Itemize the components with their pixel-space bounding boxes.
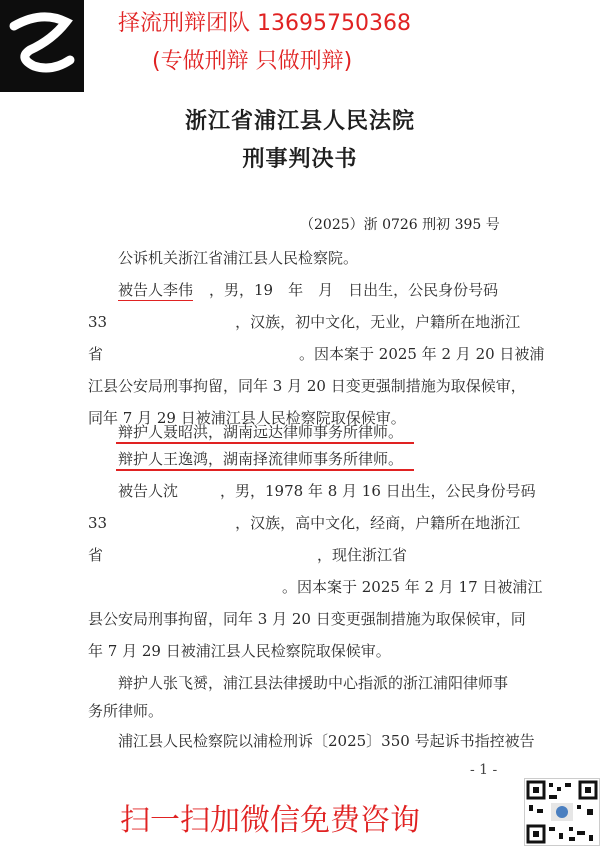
qr-code-icon [525, 779, 599, 845]
defendant1-text-2: ，汉族，初中文化，无业，户籍所在地浙江 [235, 313, 521, 331]
case-number: （2025）浙 0726 刑初 395 号 [300, 217, 500, 233]
prosecutor-line [118, 247, 358, 268]
defendant1-name: 被告人李伟 [118, 281, 194, 299]
defendant1-text-3: 。因本案于 2025 年 2 月 20 日被浦 [299, 345, 545, 363]
logo [0, 0, 84, 92]
defendant2-line-5: 县公安局刑事拘留，同年 3 月 20 日变更强制措施为取保候审，同 [88, 610, 526, 628]
defendant2-line-1 [118, 480, 536, 501]
defendant2-text-1: ，男，1978 年 8 月 16 日出生，公民身份号码 [220, 482, 536, 500]
defendant2-addr-start: 省 [88, 546, 104, 564]
defendant1-line-5: 同年 7 月 29 日被浦江县人民检察院取保候审。 [88, 409, 406, 427]
defendant2-line-2 [88, 512, 520, 533]
defendant2-name: 被告人沈 [118, 482, 179, 500]
defendant2-text-2: ，汉族，高中文化，经商，户籍所在地浙江 [235, 514, 521, 532]
wechat-qr-code[interactable] [524, 778, 600, 846]
defendant2-line-6: 年 7 月 29 日被浦江县人民检察院取保候审。 [88, 642, 391, 660]
indictment-line: 浦江县人民检察院以浦检刑诉〔2025〕350 号起诉书指控被告 [118, 732, 535, 750]
defendant1-addr-start: 省 [88, 345, 104, 363]
lawyer1-line: 辩护人聂昭洪，湖南远达律师事务所律师。 [118, 423, 404, 441]
banner-slogan-line: (专做刑辩 只做刑辩) [152, 49, 353, 74]
banner-contact-line: 择流刑辩团队 13695750368 [118, 11, 411, 36]
defendant2-id-start: 33 [88, 514, 108, 532]
logo-mark-icon [0, 0, 84, 92]
defendant2-line-3 [88, 544, 407, 565]
defendant1-id-start: 33 [88, 313, 108, 331]
defendant2-text-3: ，现住浙江省 [317, 546, 408, 564]
document-title: 刑事判决书 [242, 146, 358, 172]
court-name: 浙江省浦江县人民法院 [184, 108, 415, 134]
defendant1-line-2 [88, 311, 520, 332]
lawyer3-line-1: 辩护人张飞赟，浦江县法律援助中心指派的浙江浦阳律师事 [118, 674, 509, 692]
defendant1-line-4: 江县公安局刑事拘留，同年 3 月 20 日变更强制措施为取保候审， [88, 377, 526, 395]
defendant1-line-1 [118, 279, 498, 300]
lawyer2-line: 辩护人王逸鸿，湖南择流律师事务所律师。 [118, 450, 404, 468]
lawyer1-underline [116, 442, 414, 444]
defendant1-line-3 [88, 343, 544, 364]
footer-call-to-action: 扫一扫加微信免费咨询 [120, 803, 420, 838]
defendant2-line-4: 。因本案于 2025 年 2 月 17 日被浦江 [282, 578, 543, 596]
defendant1-text-1: ，男，19 年 月 日出生，公民身份号码 [209, 281, 499, 299]
prosecutor-text: 公诉机关浙江省浦江县人民检察院。 [118, 249, 359, 267]
lawyer2-underline [116, 469, 414, 471]
page-number: - 1 - [470, 762, 498, 778]
lawyer3-line-2: 务所律师。 [88, 702, 164, 720]
